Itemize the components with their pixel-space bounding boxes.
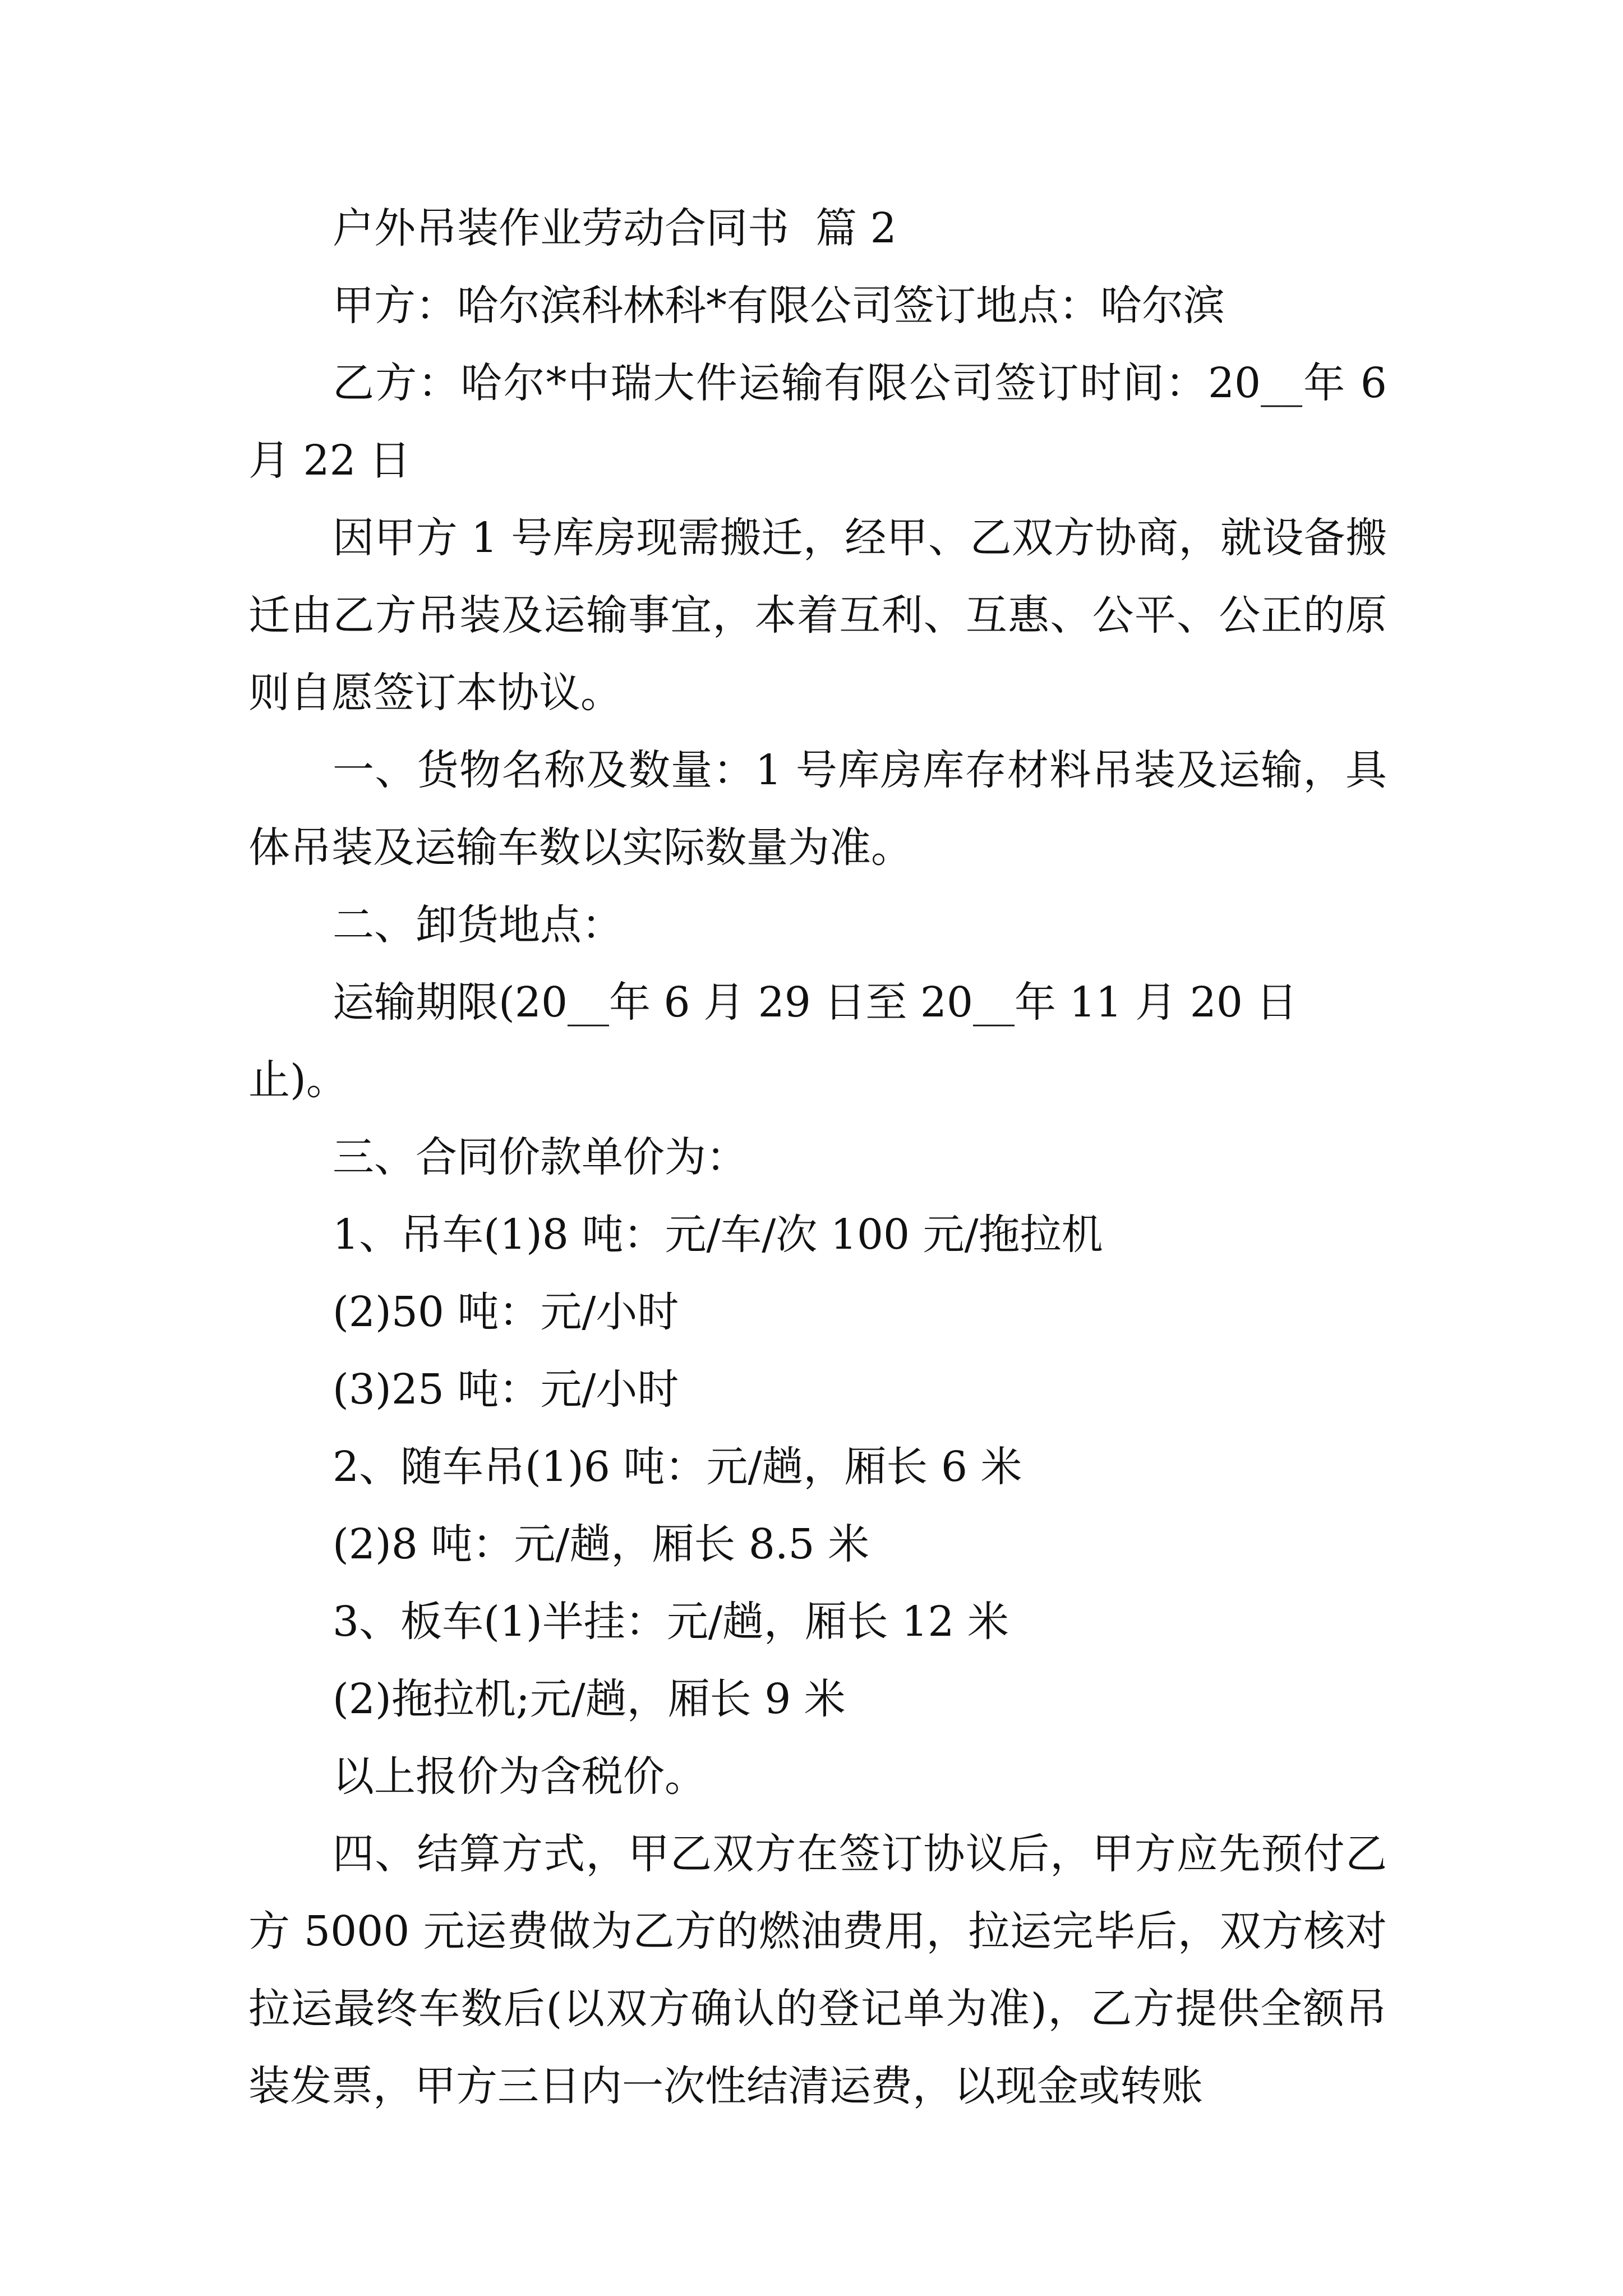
clause-2-unloading: 二、卸货地点： (333, 901, 623, 949)
price-item-flatbed-tractor: (2)拖拉机;元/趟，厢长 9 米 (333, 1675, 846, 1723)
party-b-line: 乙方：哈尔*中瑞大件运输有限公司签订时间：20__年 6 月 22 日 (248, 359, 1400, 485)
document-title: 户外吊装作业劳动合同书 篇 2 (333, 204, 897, 252)
price-item-truck-crane-6t: 2、随车吊(1)6 吨：元/趟，厢长 6 米 (333, 1443, 1022, 1491)
clause-3-price: 三、合同价款单价为： (333, 1133, 748, 1181)
tax-note: 以上报价为含税价。 (333, 1752, 706, 1801)
clause-4-settlement: 四、结算方式，甲乙双方在签订协议后，甲方应先预付乙方 5000 元运费做为乙方的燃油费用，拉运完毕后，双方核对拉运最终车数后(以双方确认的登记单为准)，乙方提供全额吊装发票，甲方三日内一次性结清运费，以现金或转账 (248, 1830, 1387, 2110)
clause-1-goods: 一、货物名称及数量：1 号库房库存材料吊装及运输，具体吊装及运输车数以实际数量为准。 (248, 746, 1387, 872)
transport-period: 运输期限(20__年 6 月 29 日至 20__年 11 月 20 日止)。 (248, 978, 1298, 1104)
price-item-crane-25t: (3)25 吨：元/小时 (333, 1365, 679, 1414)
price-item-truck-crane-8t: (2)8 吨：元/趟，厢长 8.5 米 (333, 1520, 870, 1568)
party-a-line: 甲方：哈尔滨科林科*有限公司签订地点：哈尔滨 (333, 282, 1225, 330)
preamble-paragraph: 因甲方 1 号库房现需搬迁，经甲、乙双方协商，就设备搬迁由乙方吊装及运输事宜，本着互利、互惠、公平、公正的原则自愿签订本协议。 (248, 514, 1387, 717)
price-item-flatbed-semi: 3、板车(1)半挂：元/趟，厢长 12 米 (333, 1598, 1009, 1646)
price-item-crane-8t: 1、吊车(1)8 吨：元/车/次 100 元/拖拉机 (333, 1211, 1103, 1259)
document-body (248, 190, 1400, 2125)
price-item-crane-50t: (2)50 吨：元/小时 (333, 1288, 679, 1336)
